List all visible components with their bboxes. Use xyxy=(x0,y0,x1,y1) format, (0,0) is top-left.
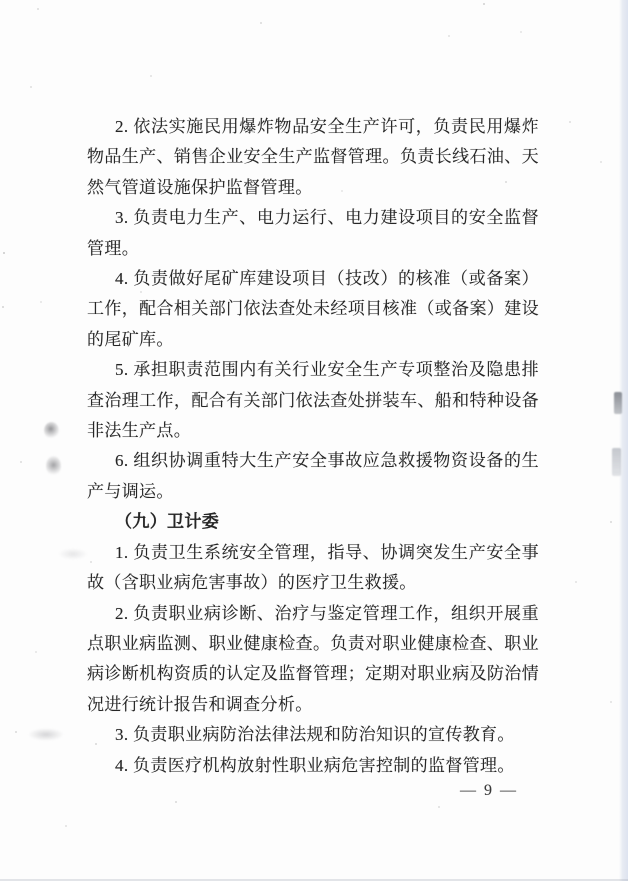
scan-edge-strip xyxy=(619,0,628,881)
body-paragraph: 1. 负责卫生系统安全管理，指导、协调突发生产安全事故（含职业病危害事故）的医疗卫生救援。 xyxy=(87,542,539,593)
body-paragraph: 3. 负责职业病防治法律法规和防治知识的宣传教育。 xyxy=(115,725,515,745)
body-paragraph: 2. 负责职业病诊断、治疗与鉴定管理工作，组织开展重点职业病监测、职业健康检查。负责对职业健康检查、职业病诊断机构资质的认定及监督管理；定期对职业病及防治情况进行统计报告和调查分析。 xyxy=(87,603,539,714)
section-heading: （九）卫计委 xyxy=(115,512,220,532)
body-paragraph: 4. 负责做好尾矿库建设项目（技改）的核准（或备案）工作，配合相关部门依法查处未经项目核准（或备案）建设的尾矿库。 xyxy=(87,269,539,349)
body-paragraph: 3. 负责电力生产、电力运行、电力建设项目的安全监督管理。 xyxy=(87,208,539,258)
body-paragraph: 4. 负责医疗机构放射性职业病危害控制的监督管理。 xyxy=(115,755,515,775)
scan-noise xyxy=(0,0,2,2)
scan-artifact xyxy=(46,456,61,476)
scan-artifact xyxy=(612,448,621,476)
body-paragraph: 6. 组织协调重特大生产安全事故应急救援物资设备的生产与调运。 xyxy=(87,451,539,501)
body-paragraph: 2. 依法实施民用爆炸物品安全生产许可，负责民用爆炸物品生产、销售企业安全生产监督管理。负责长线石油、天然气管道设施保护监督管理。 xyxy=(87,117,539,197)
scan-artifact xyxy=(44,422,59,439)
scan-artifact xyxy=(614,392,622,414)
page-number: — 9 — xyxy=(460,782,518,799)
document-body xyxy=(87,112,539,781)
scan-artifact xyxy=(28,728,64,741)
scan-artifact xyxy=(58,548,88,560)
body-paragraph: 5. 承担职责范围内有关行业安全生产专项整治及隐患排查治理工作，配合有关部门依法查处拼装车、船和特种设备非法生产点。 xyxy=(87,360,539,441)
